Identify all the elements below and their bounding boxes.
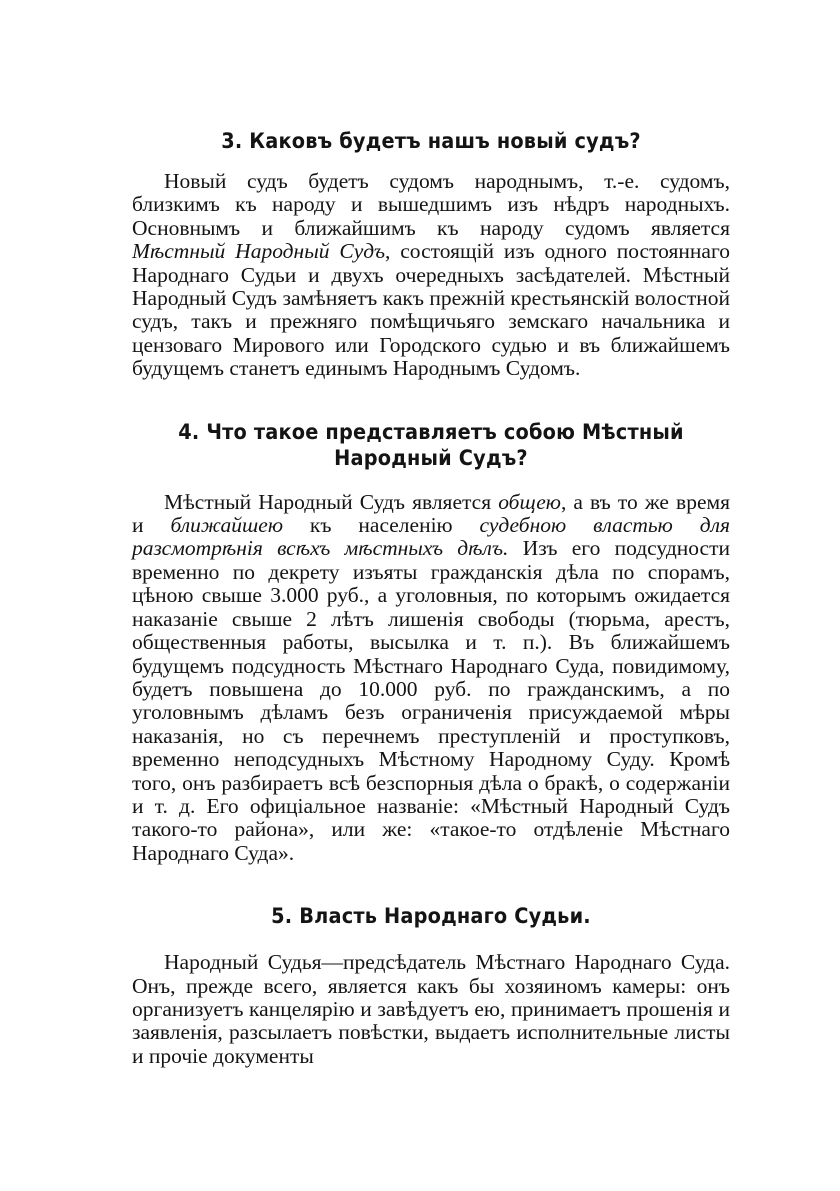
section-paragraph bbox=[132, 951, 730, 1068]
section-5 bbox=[132, 903, 730, 1068]
text-run-italic: Мѣстный Народный Судъ bbox=[132, 239, 385, 264]
text-run: Мѣстный Народный Судъ является bbox=[164, 489, 499, 514]
text-run: , состоящій изъ одного постояннаго Народнаго Судьи и двухъ очередныхъ засѣдателей. Мѣстный Народный Судъ замѣняетъ какъ прежній крестьянскій волостной судъ, такъ и прежняго помѣщичьяго земскаго начальника и цензоваго Мирового или Городского судью и въ ближайшемъ будущемъ станетъ единымъ Народнымъ Судомъ. bbox=[132, 239, 730, 381]
section-heading: 3. Каковъ будетъ нашъ новый судъ? bbox=[221, 129, 641, 153]
section-4 bbox=[132, 419, 730, 866]
document-page bbox=[132, 128, 730, 1068]
text-run-italic: ближайшею bbox=[170, 513, 283, 538]
section-paragraph bbox=[132, 170, 730, 381]
text-run: Изъ его подсудности временно по декрету изъяты гражданскія дѣла по спорамъ, цѣною свыше 3.000 руб., а уголовныя, по которымъ ожидается наказаніе свыше 2 лѣтъ лишенія свободы (тюрьма, арестъ, общественныя работы, высылка и т. п.). Въ ближайшемъ будущемъ подсудность Мѣстнаго Народнаго Суда, повидимому, будетъ повышена до 10.000 руб. по гражданскимъ, а по уголовнымъ дѣламъ безъ ограниченія присуждаемой мѣры наказанія, но съ перечнемъ преступленій и проступковъ, временно неподсудныхъ Мѣстному Народному Суду. Кромѣ того, онъ разбираетъ всѣ безспорныя дѣла о бракѣ, о содержаніи и т. д. Его офиціальное названіе: «Мѣстный Народный Судъ такого-то района», или же: «такое-то отдѣленіе Мѣстнаго Народнаго Суда». bbox=[132, 536, 730, 865]
text-run: Народный Судья—предсѣдатель Мѣстнаго Народнаго Суда. Онъ, прежде всего, является какъ бы хозяиномъ камеры: онъ организуетъ канцелярію и завѣдуетъ ею, принимаетъ прошенія и заявленія, разсылаетъ повѣстки, выдаетъ исполнительные листы и прочіе документы bbox=[132, 950, 730, 1068]
text-run-italic: общею bbox=[498, 489, 561, 514]
text-run: , а въ то же время и bbox=[132, 489, 730, 538]
section-heading: 5. Власть Народнаго Судьи. bbox=[271, 904, 591, 929]
section-heading: 4. Что такое представляетъ собою Мѣстный Народный Судъ? bbox=[178, 419, 684, 470]
section-paragraph bbox=[132, 491, 730, 866]
text-run: Новый судъ будетъ судомъ народнымъ, т.-е. судомъ, близкимъ къ народу и вышедшимъ изъ нѣдръ народныхъ. Основнымъ и ближайшимъ къ народу судомъ является bbox=[132, 169, 730, 240]
section-3 bbox=[132, 128, 730, 381]
text-run-italic: судебною властью для разсмотрѣнія всѣхъ мѣстныхъ дѣлъ. bbox=[132, 513, 731, 561]
text-run: къ населенію bbox=[283, 513, 480, 538]
